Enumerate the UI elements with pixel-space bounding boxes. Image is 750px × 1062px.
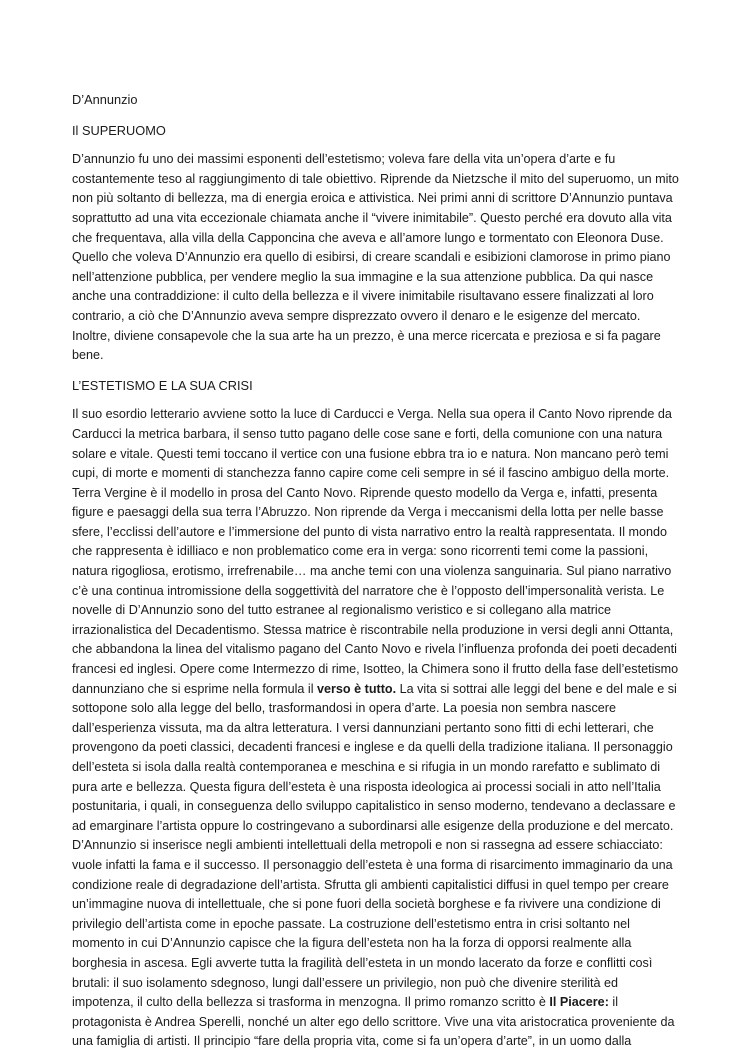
document-page [72, 90, 682, 1062]
section-heading-superuomo: Il SUPERUOMO [72, 122, 166, 138]
paragraph-superuomo: D’annunzio fu uno dei massimi esponenti dell’estetismo; voleva fare della vita un’opera d’arte e fu costantemente teso al raggiungimento di tale obiettivo. Riprende da Nietzsche il mito del superuomo, un mito non più soltanto di bellezza, ma di energia eroica e attivistica. Nei primi anni di scrittore D’Annunzio puntava soprattutto ad una vita eccezionale chiamata anche il “vivere inimitabile”. Questo perché era dovuto alla vita che frequentava, alla villa della Capponcina che aveva e all’amore lungo e tormentato con Eleonora Duse. Quello che voleva D’Annunzio era quello di esibirsi, di creare scandali e esibizioni clamorose in primo piano nell’attenzione pubblica, per vendere meglio la sua immagine e la sua attenzione pubblica. Da qui nasce anche una contraddizione: il culto della bellezza e il vivere inimitabile risultavano essere finalizzati al loro contrario, a ciò che D’Annunzio aveva sempre disprezzato ovvero il denaro e le esigenze del mercato. Inoltre, diviene consapevole che la sua arte ha un prezzo, è una merce ricercata e preziosa e si fa pagare bene. [72, 152, 679, 363]
paragraph-text-part-3: il protagonista è Andrea Sperelli, nonché un alter ego dello scrittore. Vive una vita aristocratica proveniente da una famiglia di artisti. Il principio “fare della propria vita, come si fa un’opera d’arte”, in un uomo dalla [72, 995, 675, 1049]
document-title: D’Annunzio [72, 92, 138, 107]
paragraph-text-part-1: Il suo esordio letterario avviene sotto la luce di Carducci e Verga. Nella sua opera il Canto Novo riprende da Carducci la metrica barbara, il senso tutto pagano delle cose sane e forti, della comunione con una natura solare e vitale. Questi temi toccano il vertice con una fusione ebbra tra io e natura. Non mancano però temi cupi, di morte e momenti di stanchezza fanno capire come celi sempre in sé il fascino ambiguo della morte. Terra Vergine è il modello in prosa del Canto Novo. Riprende questo modello da Verga e, infatti, presenta figure e paesaggi della sua terra l’Abruzzo. Non riprende da Verga i meccanismi della lotta per nelle basse sfere, l’ecclissi dell’autore e l’immersione del punto di vista narrativo entro la realtà rappresentata. Il mondo che rappresenta è idilliaco e non problematico come era in verga: sono ricorrenti temi come la passioni, natura rigogliosa, erotismo, irrefrenabile… ma anche temi con una violenza sanguinaria. Sul piano narrativo c’è una continua intromissione della soggettività del narratore che è l’opposto dell’impersonalità verista. Le novelle di D’Annunzio sono del tutto estranee al regionalismo veristico e si collegano alla matrice irrazionalistica del Decadentismo. Stessa matrice è riscontrabile nella produzione in versi degli anni Ottanta, che abbandona la linea del vitalismo pagano del Canto Novo e rivela l’influenza profonda dei poeti decadenti francesi ed inglesi. Opere come Intermezzo di rime, Isotteo, la Chimera sono il frutto della fase dell’estetismo dannunziano che si esprime nella formula il [72, 407, 679, 696]
bold-phrase-verso-e-tutto: verso è tutto. [317, 681, 397, 696]
paragraph-text-part-2: La vita si sottrai alle leggi del bene e del male e si sottopone solo alla legge del bello, trasformandosi in opera d’arte. La poesia non sembra nascere dall’esperienza vissuta, ma da altra letteratura. I versi dannunziani pertanto sono fitti di echi letterari, che provengono da poeti classici, decadenti francesi e inglese e da quelli della tradizione italiana. Il personaggio dell’esteta si isola dalla realtà contemporanea e meschina e si rifugia in un mondo rarefatto e sublimato di pura arte e bellezza. Questa figura dell’esteta è una risposta ideologica ai processi sociali in atto nell’Italia postunitaria, i quali, in conseguenza dello sviluppo capitalistico in senso moderno, tendevano a declassare e ad emarginare l’artista oppure lo costringevano a subordinarsi alle esigenze della produzione e del mercato. D’Annunzio si inserisce negli ambienti intellettuali della metropoli e non si rassegna ad essere schiacciato: vuole infatti la fama e il successo. Il personaggio dell’esteta è una forma di risarcimento immaginario da una condizione reale di degradazione dell’artista. Sfrutta gli ambienti capitalistici diffusi in quel tempo per creare un’immagine nuova di intellettuale, che si pone fuori della società borghese e fa rivivere una condizione di privilegio dell’artista come in epoche passate. La costruzione dell’estetismo entra in crisi soltanto nel momento in cui D’Annunzio capisce che la figura dell’esteta non ha la forza di opporsi realmente alla borghesia in ascesa. Egli avverte tutta la fragilità dell’esteta in un mondo lacerato da forze e conflitti così brutali: il suo isolamento sdegnoso, lungi dall’essere un privilegio, non può che divenire sterilità ed impotenza, il culto della bellezza si trasforma in menzogna. Il primo romanzo scritto è [72, 681, 677, 1010]
section-heading-estetismo: L’ESTETISMO E LA SUA CRISI [72, 377, 253, 393]
bold-title-il-piacere: Il Piacere: [549, 995, 609, 1010]
paragraph-estetismo [72, 405, 682, 1052]
